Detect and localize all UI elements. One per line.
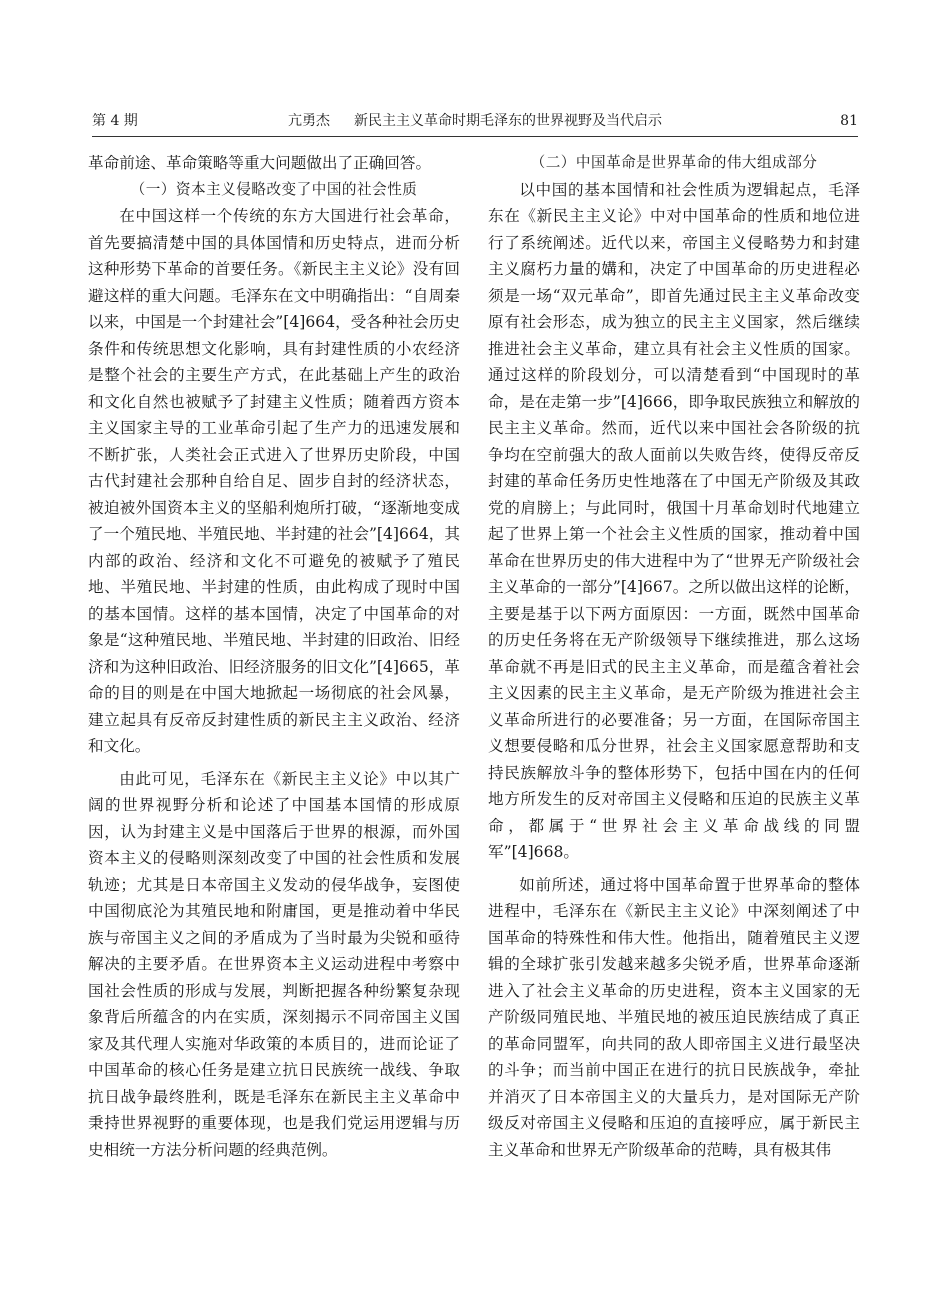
running-header xyxy=(92,110,858,132)
body-paragraph: 如前所述，通过将中国革命置于世界革命的整体进程中，毛泽东在《新民主主义论》中深刻阐述了中国革命的特殊性和伟大性。他指出，随着殖民主义逻辑的全球扩张引发越来越多尖锐矛盾，世界革命逐渐进入了社会主义革命的历史进程，资本主义国家的无产阶级同殖民地、半殖民地的被压迫民族结成了真正的革命同盟军，向共同的敌人即帝国主义进行最坚决的斗争；而当前中国正在进行的抗日民族战争，牵扯并消灭了日本帝国主义的大量兵力，是对国际无产阶级反对帝国主义侵略和压迫的直接呼应，属于新民主主义革命和世界无产阶级革命的范畴，具有极其伟 xyxy=(488,875,860,1159)
right-column xyxy=(488,150,860,1163)
section-heading-1: （一）资本主义侵略改变了中国的社会性质 xyxy=(130,180,418,198)
header-author: 亢勇杰 xyxy=(288,113,330,129)
issue-number: 第 4 期 xyxy=(92,113,138,129)
header-title: 新民主主义革命时期毛泽东的世界视野及当代启示 xyxy=(354,113,662,129)
left-column xyxy=(88,150,460,1163)
section-heading-2: （二）中国革命是世界革命的伟大组成部分 xyxy=(530,154,818,171)
body-paragraph: 以中国的基本国情和社会性质为逻辑起点，毛泽东在《新民主主义论》中对中国革命的性质和地位进行了系统阐述。近代以来，帝国主义侵略势力和封建主义腐朽力量的媾和，决定了中国革命的历史进程必须是一场“双元革命”，即首先通过民主主义革命改变原有社会形态，成为独立的民主主义国家，然后继续推进社会主义革命，建立具有社会主义性质的国家。通过这样的阶段划分，可以清楚看到“中国现时的革命，是在走第一步”[4]666，即争取民族独立和解放的民主主义革命。然而，近代以来中国社会各阶级的抗争均在空前强大的敌人面前以失败告终，使得反帝反封建的革命任务历史性地落在了中国无产阶级及其政党的肩膀上；与此同时，俄国十月革命划时代地建立起了世界上第一个社会主义性质的国家，推动着中国革命在世界历史的伟大进程中为了“世界无产阶级社会主义革命的一部分”[4]667。之所以做出这样的论断，主要是基于以下两方面原因：一方面，既然中国革命的历史任务将在无产阶级领导下继续推进，那么这场革命就不再是旧式的民主主义革命，而是蕴含着社会主义因素的民主主义革命，是无产阶级为推进社会主义革命所进行的必要准备；另一方面，在国际帝国主义想要侵略和瓜分世界，社会主义国家愿意帮助和支持民族解放斗争的整体形势下，包括中国在内的任何地方所发生的反对帝国主义侵略和压迫的民族主义革命，都属于“世界社会主义革命战线的同盟军”[4]668。 xyxy=(488,180,860,861)
page-number: 81 xyxy=(840,113,858,129)
header-rule xyxy=(92,136,858,137)
body-paragraph: 由此可见，毛泽东在《新民主主义论》中以其广阔的世界视野分析和论述了中国基本国情的形成原因，认为封建主义是中国落后于世界的根源，而外国资本主义的侵略则深刻改变了中国的社会性质和发展轨迹；尤其是日本帝国主义发动的侵华战争，妄图使中国彻底沦为其殖民地和附庸国，更是推动着中华民族与帝国主义之间的矛盾成为了当时最为尖锐和亟待解决的主要矛盾。在世界资本主义运动进程中考察中国社会性质的形成与发展，判断把握各种纷繁复杂现象背后所蕴含的内在实质，深刻揭示不同帝国主义国家及其代理人实施对华政策的本质目的，进而论证了中国革命的核心任务是建立抗日民族统一战线、争取抗日战争最终胜利，既是毛泽东在新民主主义革命中秉持世界视野的重要体现，也是我们党运用逻辑与历史相统一方法分析问题的经典范例。 xyxy=(88,769,460,1159)
body-paragraph: 在中国这样一个传统的东方大国进行社会革命，首先要搞清楚中国的具体国情和历史特点，进而分析这种形势下革命的首要任务。《新民主主义论》没有回避这样的重大问题。毛泽东在文中明确指出：“自周秦以来，中国是一个封建社会”[4]664，受各种社会历史条件和传统思想文化影响，具有封建性质的小农经济是整个社会的主要生产方式，在此基础上产生的政治和文化自然也被赋予了封建主义性质；随着西方资本主义国家主导的工业革命引起了生产力的迅速发展和不断扩张，人类社会正式进入了世界历史阶段，中国古代封建社会那种自给自足、固步自封的经济状态，被迫被外国资本主义的坚船利炮所打破，“逐渐地变成了一个殖民地、半殖民地、半封建的社会”[4]664，其内部的政治、经济和文化不可避免的被赋予了殖民地、半殖民地、半封建的性质，由此构成了现时中国的基本国情。这样的基本国情，决定了中国革命的对象是“这种殖民地、半殖民地、半封建的旧政治、旧经济和为这种旧政治、旧经济服务的旧文化”[4]665，革命的目的则是在中国大地掀起一场彻底的社会风暴，建立起具有反帝反封建性质的新民主主义政治、经济和文化。 xyxy=(88,207,460,755)
continuation-paragraph: 革命前途、革命策略等重大问题做出了正确回答。 xyxy=(88,154,432,172)
